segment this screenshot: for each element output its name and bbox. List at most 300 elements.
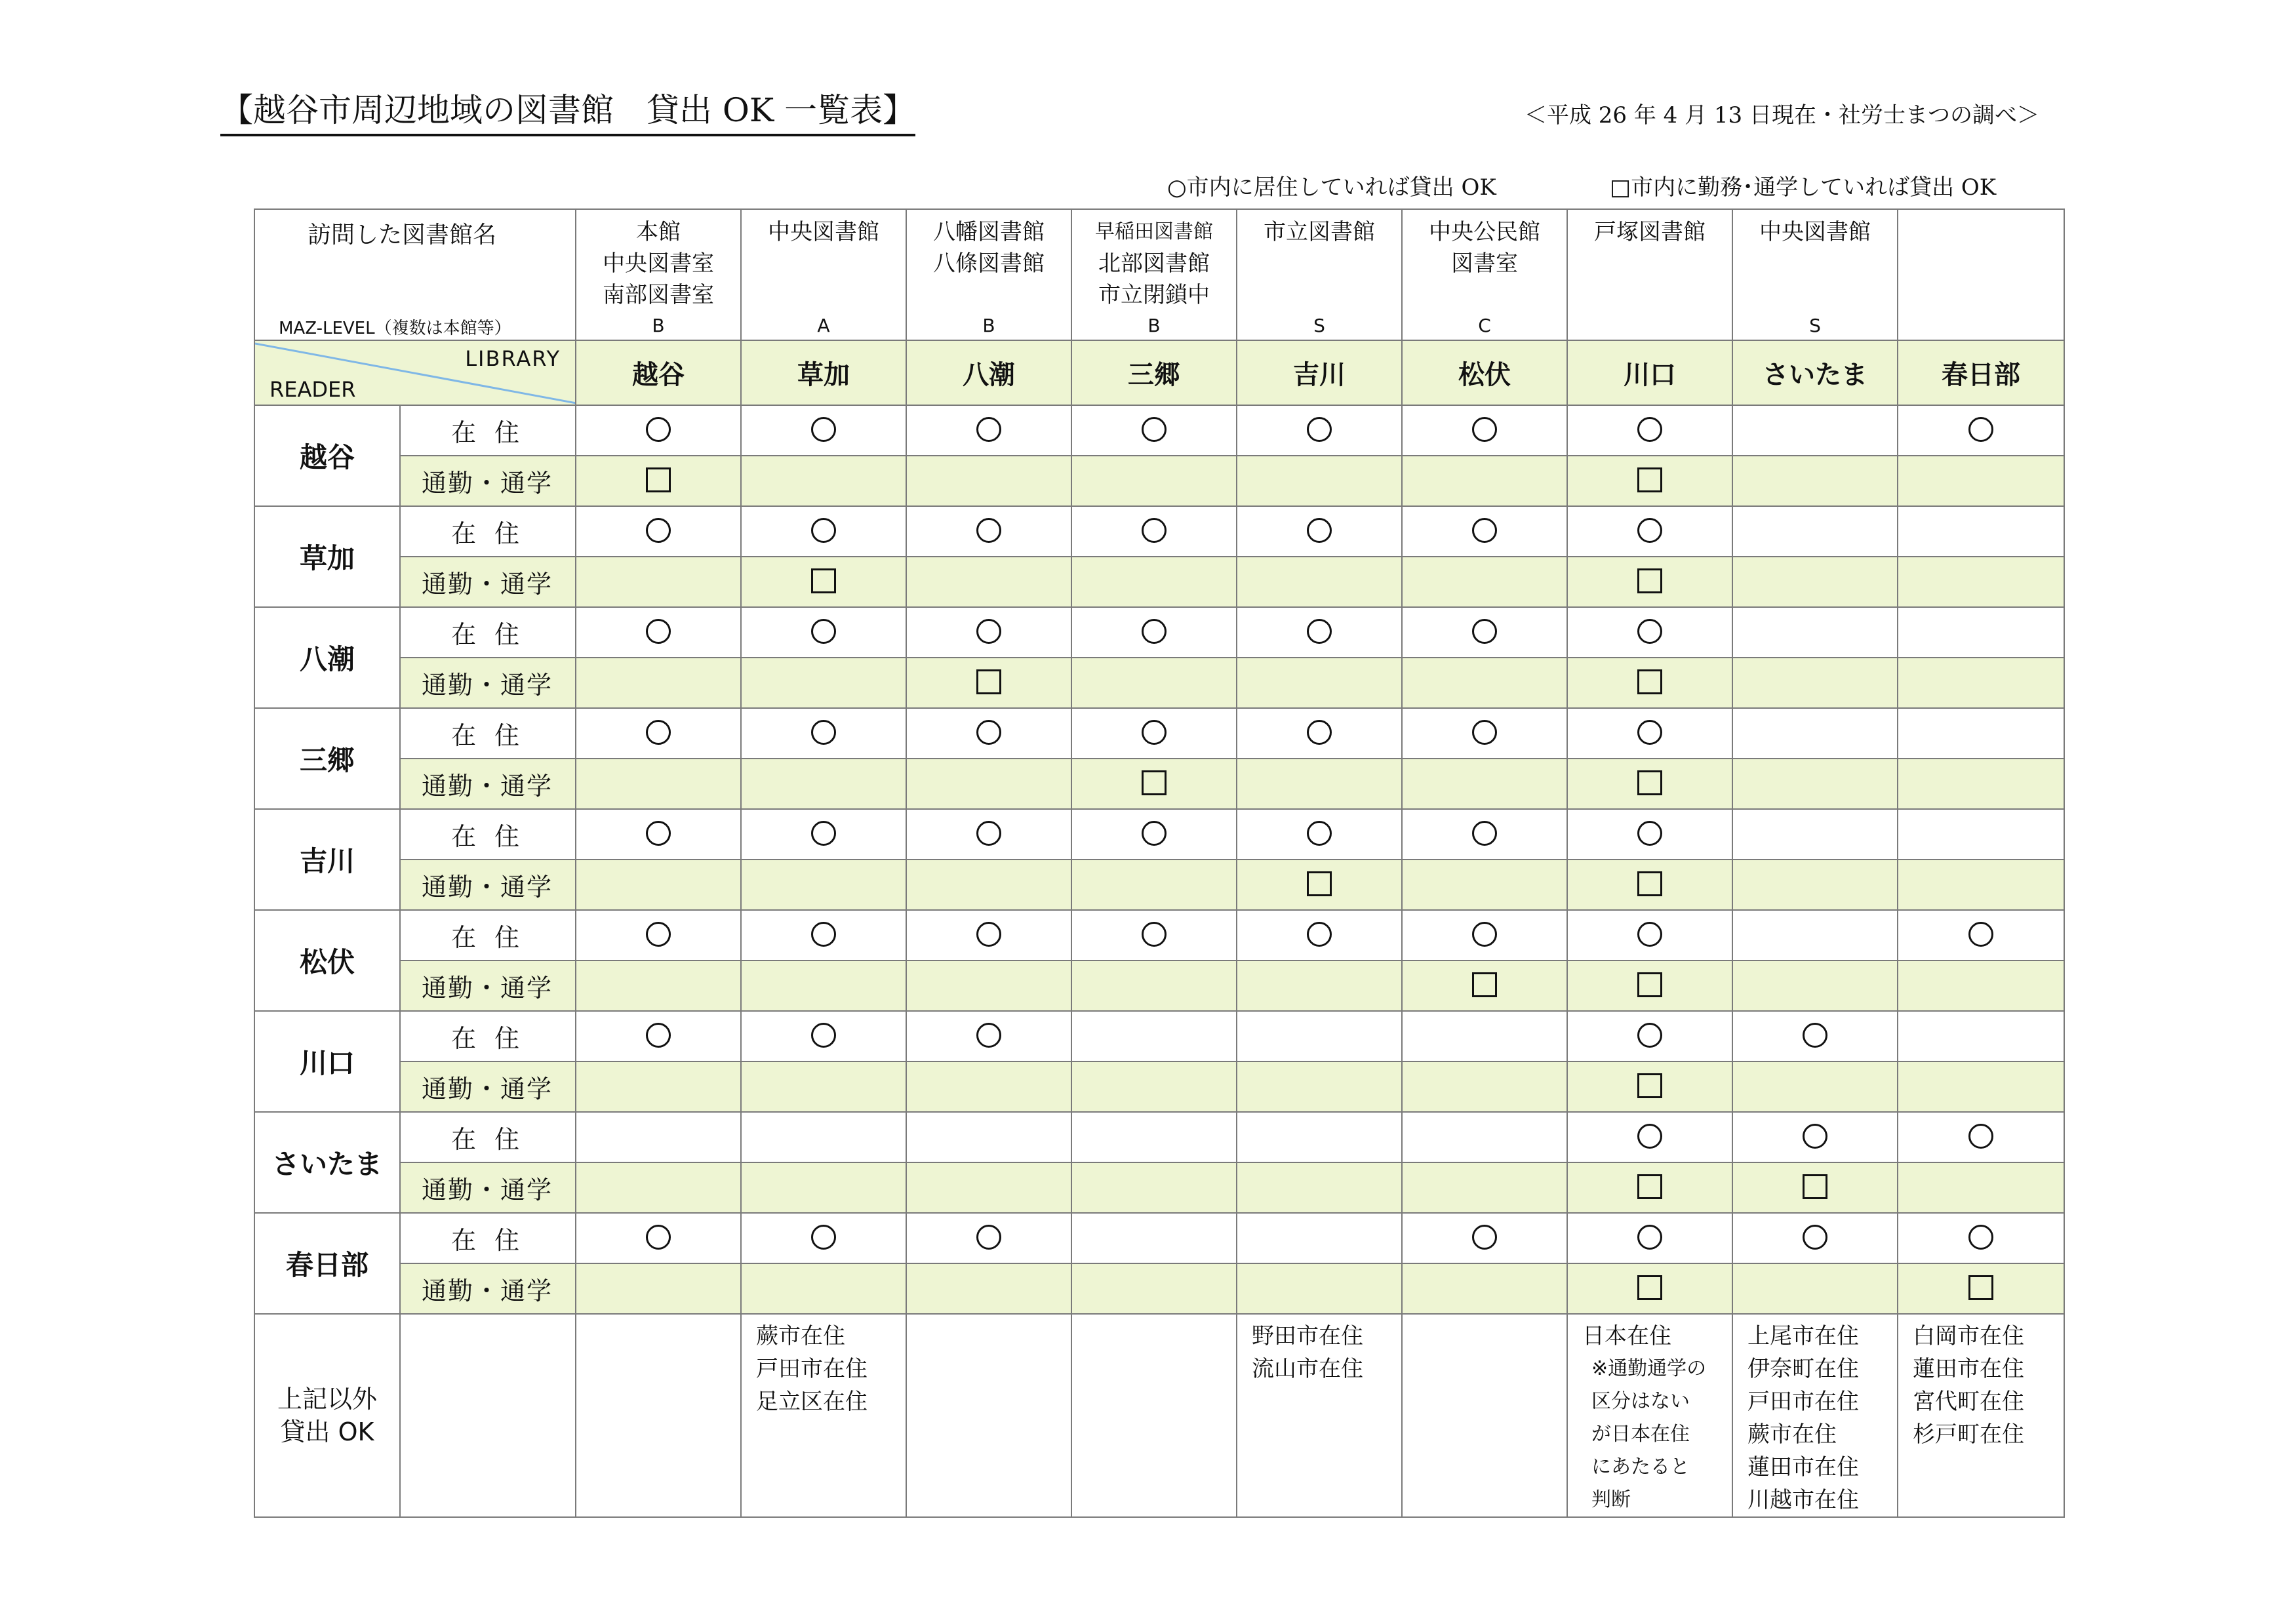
other-areas-cell [741,1314,906,1517]
table-cell [1567,1061,1732,1112]
table-cell [1567,456,1732,506]
table-cell [1732,1162,1898,1213]
square-mark-icon [1968,1275,1993,1300]
circle-mark-icon [1472,720,1497,745]
other-area-line: 宮代町在住 [1913,1389,2024,1415]
table-cell [1071,1162,1237,1213]
other-area-line: 杉戸町在住 [1913,1421,2024,1448]
legend-resident: ○市内に居住していれば貸出 OK [1167,174,1496,201]
table-cell [906,1263,1071,1314]
circle-mark-icon [811,417,836,442]
reader-city: さいたま [254,1112,400,1213]
table-cell [1567,658,1732,708]
other-area-line: 伊奈町在住 [1747,1356,1859,1382]
table-cell [576,1011,741,1061]
table-row [254,1162,2064,1213]
table-cell [1732,405,1898,456]
library-header-cell [1732,209,1898,340]
table-cell [906,1112,1071,1162]
circle-mark-icon [1472,417,1497,442]
table-cell [1898,456,2064,506]
circle-mark-icon [1637,1225,1662,1250]
circle-mark-icon [811,619,836,644]
table-cell [1567,607,1732,658]
other-areas-cell [1237,1314,1402,1517]
maz-level: S [1313,315,1325,336]
library-name: 早稲田図書館 [1095,220,1213,243]
table-row [254,405,2064,456]
worker-label: 通勤・通学 [400,860,576,910]
table-cell [576,1263,741,1314]
circle-mark-icon [1803,1225,1827,1250]
table-cell [1567,961,1732,1011]
library-city: さいたま [1732,340,1898,405]
table-cell [1402,961,1567,1011]
table-cell [576,759,741,809]
circle-mark-icon [811,518,836,543]
library-name: 中央図書館 [768,219,879,245]
table-cell [1071,1213,1237,1263]
table-cell [1402,456,1567,506]
table-cell [741,607,906,658]
table-cell [1071,910,1237,961]
library-label: LIBRARY [465,346,561,371]
circle-mark-icon [1637,417,1662,442]
table-cell [1732,607,1898,658]
table-cell [1898,860,2064,910]
library-header-cell [576,209,741,340]
spacer [907,279,1071,311]
circle-mark-icon [646,1023,671,1048]
visited-library-label: 訪問した図書館名 [308,222,497,248]
circle-mark-icon [1968,1225,1993,1250]
other-area-line: 川越市在住 [1747,1487,1859,1513]
circle-mark-icon [646,619,671,644]
library-city: 三郷 [1071,340,1237,405]
reader-label: READER [269,377,356,402]
table-cell [1898,708,2064,759]
table-cell [1732,1112,1898,1162]
table-row [254,708,2064,759]
table-row [254,860,2064,910]
spacer [1403,279,1567,311]
circle-mark-icon [1307,518,1332,543]
table-cell [576,557,741,607]
table-cell [576,658,741,708]
reader-city: 松伏 [254,910,400,1011]
table-cell [741,708,906,759]
spacer [1237,248,1401,279]
circle-mark-icon [1968,1124,1993,1149]
reader-city: 春日部 [254,1213,400,1314]
table-cell [1732,961,1898,1011]
square-mark-icon [1637,1174,1662,1199]
square-mark-icon [1637,972,1662,997]
library-name: 図書室 [1451,250,1518,277]
table-cell [1402,607,1567,658]
reader-city: 吉川 [254,809,400,910]
table-cell [741,1112,906,1162]
library-header-cell [741,209,906,340]
other-area-line: 白岡市在住 [1913,1323,2024,1349]
table-cell [1898,658,2064,708]
table-cell [1071,405,1237,456]
table-cell [906,708,1071,759]
table-cell [1732,809,1898,860]
spacer [1733,279,1897,311]
square-mark-icon [1142,770,1167,795]
maz-level: A [817,315,830,336]
table-cell [906,405,1071,456]
table-cell [1402,1162,1567,1213]
reader-city: 川口 [254,1011,400,1112]
square-mark-icon [1637,1275,1662,1300]
table-cell [1237,1162,1402,1213]
header-city-row [254,340,2064,405]
circle-mark-icon [1142,922,1167,947]
table-cell [1237,405,1402,456]
circle-mark-icon [1307,821,1332,846]
table-cell [1898,1213,2064,1263]
spacer [742,279,906,311]
table-cell [741,1213,906,1263]
table-cell [1237,506,1402,557]
circle-mark-icon [1637,1124,1662,1149]
library-name: 戸塚図書館 [1594,219,1706,245]
circle-mark-icon [1637,619,1662,644]
circle-mark-icon [1637,922,1662,947]
circle-mark-icon [1142,518,1167,543]
table-cell [741,961,906,1011]
other-areas-cell [1071,1314,1237,1517]
table-cell [1732,860,1898,910]
circle-mark-icon [1968,417,1993,442]
table-cell [1071,708,1237,759]
other-area-line: 蓮田市在住 [1747,1454,1859,1480]
other-area-line: にあたると [1591,1456,1690,1478]
table-cell [1402,759,1567,809]
worker-label: 通勤・通学 [400,557,576,607]
table-cell [906,809,1071,860]
table-row [254,1011,2064,1061]
library-city: 吉川 [1237,340,1402,405]
other-area-line: 上尾市在住 [1747,1323,1859,1349]
table-cell [906,860,1071,910]
worker-label: 通勤・通学 [400,658,576,708]
spacer [1898,279,2064,311]
square-mark-icon [811,568,836,593]
other-area-line: 流山市在住 [1252,1356,1363,1382]
table-cell [906,456,1071,506]
table-cell [576,456,741,506]
table-cell [1898,1011,2064,1061]
page-title: 【越谷市周辺地域の図書館 貸出 OK 一覧表】 [220,89,915,136]
table-cell [1567,506,1732,557]
table-cell [1567,809,1732,860]
library-name: 市立閉鎖中 [1098,282,1210,308]
legend-worker: □市内に勤務･通学していれば貸出 OK [1610,174,1997,201]
table-cell [1237,910,1402,961]
table-cell [1898,1112,2064,1162]
table-cell [741,1011,906,1061]
table-cell [1071,607,1237,658]
table-cell [1567,1213,1732,1263]
table-cell [1567,1263,1732,1314]
square-mark-icon [646,467,671,492]
maz-level: C [1478,315,1491,336]
library-header-cell [1402,209,1567,340]
table-row [254,456,2064,506]
library-name: 中央図書館 [1759,219,1871,245]
table-cell [1567,910,1732,961]
spacer [1898,248,2064,279]
table-cell [1237,456,1402,506]
table-cell [1237,708,1402,759]
maz-level: B [652,315,665,336]
other-area-line: が日本在住 [1591,1423,1690,1446]
library-lending-table [254,208,2065,1518]
library-name: 市立図書館 [1264,219,1375,245]
table-cell [1732,557,1898,607]
resident-label: 在 住 [400,405,576,456]
table-cell [741,809,906,860]
reader-city: 八潮 [254,607,400,708]
library-city: 八潮 [906,340,1071,405]
resident-label: 在 住 [400,910,576,961]
maz-level-label: MAZ-LEVEL（複数は本館等） [279,319,511,338]
circle-mark-icon [1472,1225,1497,1250]
resident-label: 在 住 [400,1213,576,1263]
other-area-line: 足立区在住 [756,1389,868,1415]
circle-mark-icon [976,1225,1001,1250]
table-cell [1071,809,1237,860]
table-cell [906,1213,1071,1263]
other-areas-label-line: 貸出 OK [280,1417,374,1446]
spacer [1568,248,1732,279]
table-cell [576,860,741,910]
circle-mark-icon [976,922,1001,947]
worker-label: 通勤・通学 [400,961,576,1011]
circle-mark-icon [811,720,836,745]
table-cell [576,809,741,860]
table-cell [906,557,1071,607]
survey-date-note: ＜平成 26 年 4 月 13 日現在・社労士まつの調べ＞ [1524,102,2039,129]
library-city: 川口 [1567,340,1732,405]
circle-mark-icon [1307,720,1332,745]
maz-level: B [982,315,995,336]
table-cell [741,860,906,910]
table-row [254,607,2064,658]
library-name: 南部図書室 [603,282,714,308]
table-cell [1237,658,1402,708]
library-name: 北部図書館 [1098,250,1210,277]
other-area-line: 区分はない [1591,1390,1690,1413]
square-mark-icon [1637,467,1662,492]
other-areas-cell [906,1314,1071,1517]
circle-mark-icon [976,619,1001,644]
resident-label: 在 住 [400,809,576,860]
spacer [1898,216,2064,248]
table-cell [1402,809,1567,860]
table-cell [1402,1061,1567,1112]
table-row [254,658,2064,708]
table-cell [1732,658,1898,708]
table-cell [1237,1112,1402,1162]
table-cell [1237,1263,1402,1314]
maz-level: B [1148,315,1161,336]
circle-mark-icon [1472,922,1497,947]
circle-mark-icon [976,821,1001,846]
table-row [254,1112,2064,1162]
square-mark-icon [1803,1174,1827,1199]
circle-mark-icon [1142,619,1167,644]
table-cell [1732,1061,1898,1112]
other-area-line: 判断 [1591,1488,1631,1511]
table-cell [1071,1061,1237,1112]
table-cell [1237,557,1402,607]
table-cell [1567,1162,1732,1213]
table-cell [1567,708,1732,759]
circle-mark-icon [1968,922,1993,947]
table-cell [576,1162,741,1213]
table-cell [741,1061,906,1112]
circle-mark-icon [646,821,671,846]
table-cell [1732,1213,1898,1263]
worker-label: 通勤・通学 [400,456,576,506]
table-cell [576,405,741,456]
table-cell [741,557,906,607]
table-cell [1898,759,2064,809]
table-cell [1071,1263,1237,1314]
worker-label: 通勤・通学 [400,1061,576,1112]
reader-city: 越谷 [254,405,400,506]
circle-mark-icon [811,1023,836,1048]
square-mark-icon [1307,871,1332,896]
circle-mark-icon [976,1023,1001,1048]
spacer [742,248,906,279]
table-cell [1732,708,1898,759]
table-cell [906,910,1071,961]
table-cell [576,1061,741,1112]
table-row [254,759,2064,809]
library-header-cell [1071,209,1237,340]
table-cell [1071,506,1237,557]
table-cell [576,910,741,961]
other-areas-cell [1402,1314,1567,1517]
circle-mark-icon [811,1225,836,1250]
header-corner [254,209,576,340]
table-cell [1567,759,1732,809]
circle-mark-icon [976,720,1001,745]
other-areas-cell [1898,1314,2064,1517]
table-cell [741,1263,906,1314]
resident-label: 在 住 [400,506,576,557]
circle-mark-icon [1307,619,1332,644]
resident-label: 在 住 [400,1011,576,1061]
table-cell [1237,1061,1402,1112]
table-cell [1237,607,1402,658]
table-cell [741,1162,906,1213]
library-header-cell [1898,209,2064,340]
circle-mark-icon [1307,922,1332,947]
worker-label: 通勤・通学 [400,1162,576,1213]
circle-mark-icon [1472,821,1497,846]
table-row [254,961,2064,1011]
worker-label: 通勤・通学 [400,759,576,809]
table-cell [1402,1213,1567,1263]
table-row [254,1263,2064,1314]
square-mark-icon [1637,1073,1662,1098]
circle-mark-icon [1803,1023,1827,1048]
table-cell [906,658,1071,708]
circle-mark-icon [1307,417,1332,442]
table-cell [1071,1011,1237,1061]
table-cell [1898,557,2064,607]
table-row [254,1213,2064,1263]
library-header-cell [1237,209,1402,340]
table-cell [906,759,1071,809]
table-cell [1237,759,1402,809]
other-area-line: 戸田市在住 [1747,1389,1859,1415]
other-areas-row [254,1314,2064,1517]
library-name: 八幡図書館 [933,219,1045,245]
table-cell [1732,506,1898,557]
table-cell [741,658,906,708]
circle-mark-icon [976,518,1001,543]
table-cell [1567,1112,1732,1162]
table-cell [576,961,741,1011]
table-cell [1898,1263,2064,1314]
table-cell [1402,1112,1567,1162]
table-cell [576,1112,741,1162]
table-cell [1402,860,1567,910]
square-mark-icon [1637,871,1662,896]
table-cell [906,1162,1071,1213]
table-cell [1402,506,1567,557]
table-cell [906,961,1071,1011]
table-cell [576,506,741,557]
circle-mark-icon [1142,821,1167,846]
table-cell [1898,961,2064,1011]
table-cell [576,1213,741,1263]
square-mark-icon [1637,568,1662,593]
library-name: 八條図書館 [933,250,1045,277]
table-cell [1898,809,2064,860]
library-city: 松伏 [1402,340,1567,405]
table-cell [1898,910,2064,961]
table-cell [1732,1263,1898,1314]
table-cell [1402,405,1567,456]
table-cell [906,1011,1071,1061]
table-row [254,506,2064,557]
table-cell [1071,557,1237,607]
square-mark-icon [1472,972,1497,997]
table-row [254,557,2064,607]
worker-label: 通勤・通学 [400,1263,576,1314]
table-cell [1071,456,1237,506]
resident-label: 在 住 [400,1112,576,1162]
other-area-line: 蓮田市在住 [1913,1356,2024,1382]
other-area-line: 野田市在住 [1252,1323,1363,1349]
table-cell [1402,1011,1567,1061]
spacer [1237,279,1401,311]
table-cell [1402,708,1567,759]
table-cell [906,607,1071,658]
other-areas-label-line: 上記以外 [277,1385,377,1414]
circle-mark-icon [1142,417,1167,442]
reader-city: 三郷 [254,708,400,809]
table-cell [1898,607,2064,658]
